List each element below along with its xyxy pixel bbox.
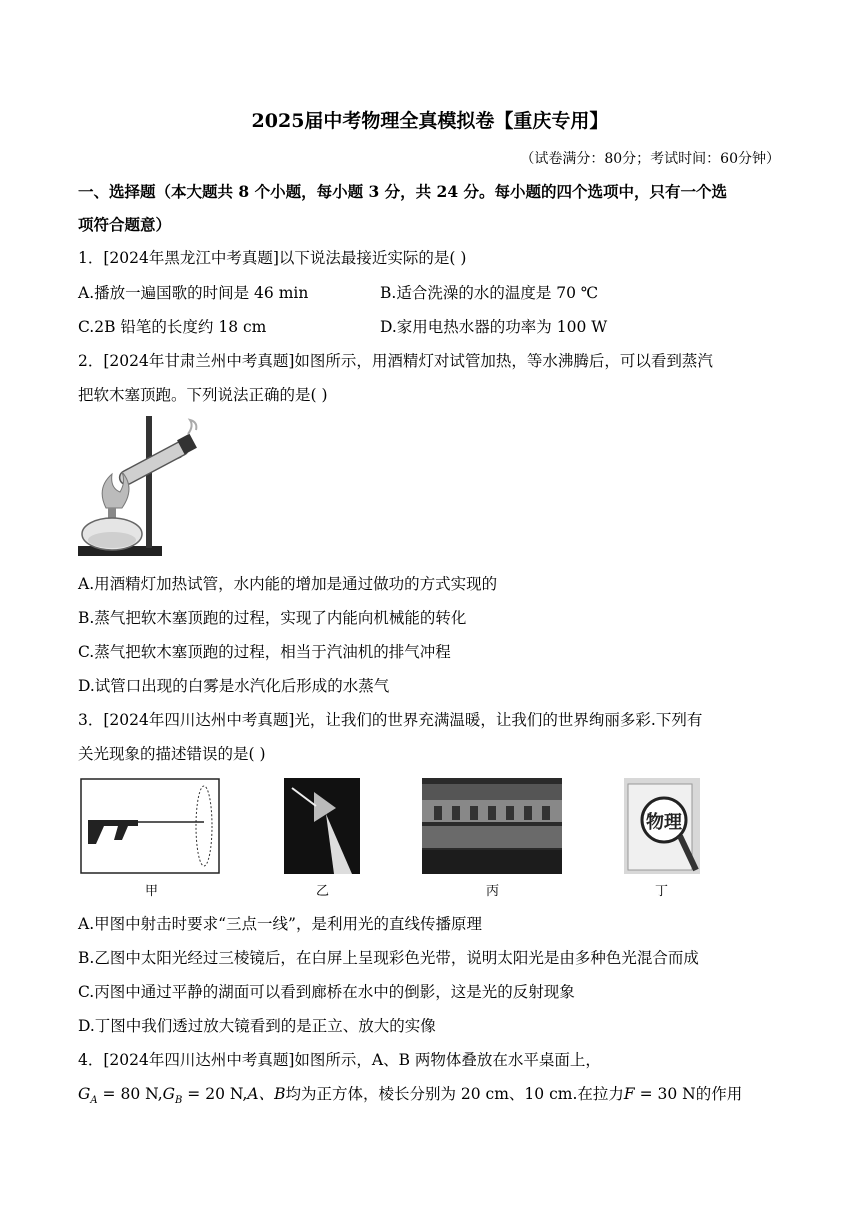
q4-stem-line1: 4．[2024年四川达州中考真题]如图所示，A、B 两物体叠放在水平桌面上， (78, 1051, 601, 1069)
caption-ding: 丁 (655, 884, 669, 899)
q3-option-c: C.丙图中通过平静的湖面可以看到廊桥在水中的倒影，这是光的反射现象 (78, 983, 575, 1001)
q1-option-a: A.播放一遍国歌的时间是 46 min (78, 284, 309, 302)
caption-yi: 乙 (316, 884, 330, 899)
q1-option-b: B.适合洗澡的水的温度是 70 ℃ (380, 284, 599, 302)
magnifier-text: 物理 (646, 812, 682, 833)
q2-stem-line2: 把软木塞顶跑。下列说法正确的是( ) (78, 386, 328, 404)
caption-jia: 甲 (145, 884, 159, 899)
q3-stem-line2: 关光现象的描述错误的是( ) (78, 745, 266, 763)
figure-ding-magnifier (624, 778, 700, 874)
lamp-liquid (88, 532, 136, 548)
q3-option-d: D.丁图中我们透过放大镜看到的是正立、放大的实像 (78, 1017, 436, 1035)
section-heading-line1: 一、选择题（本大题共 8 个小题，每小题 3 分，共 24 分。每小题的四个选项中，只有一个选 (78, 182, 728, 201)
q2-stem-line1: 2．[2024年甘肃兰州中考真题]如图所示，用酒精灯对试管加热，等水沸腾后，可以看到蒸汽 (78, 352, 713, 370)
q3-option-a: A.甲图中射击时要求“三点一线”，是利用光的直线传播原理 (78, 915, 482, 933)
page-title: 2025届中考物理全真模拟卷【重庆专用】 (251, 110, 609, 132)
alcohol-lamp-test-tube-figure (76, 412, 206, 562)
q2-option-a: A.用酒精灯加热试管，水内能的增加是通过做功的方式实现的 (78, 575, 498, 593)
q1-option-c: C.2B 铅笔的长度约 18 cm (78, 318, 267, 336)
exam-info: （试卷满分：80分；考试时间：60分钟） (520, 151, 780, 167)
q3-option-b: B.乙图中太阳光经过三棱镜后，在白屏上呈现彩色光带，说明太阳光是由多种色光混合而成 (78, 949, 699, 967)
flame (102, 472, 129, 508)
q1-stem: 1．[2024年黑龙江中考真题]以下说法最接近实际的是( ) (78, 249, 467, 267)
figure-bing-bridge (422, 778, 562, 874)
figure-jia-rifle (80, 778, 220, 874)
q2-option-d: D.试管口出现的白雾是水汽化后形成的水蒸气 (78, 677, 390, 695)
q3-stem-line1: 3．[2024年四川达州中考真题]光，让我们的世界充满温暖，让我们的世界绚丽多彩.下列有 (78, 711, 703, 729)
caption-bing: 丙 (486, 884, 500, 899)
q2-option-c: C.蒸气把软木塞顶跑的过程，相当于汽油机的排气冲程 (78, 643, 451, 661)
section-heading-line2: 项符合题意） (78, 215, 172, 234)
figure-yi-prism (284, 778, 360, 874)
q2-option-b: B.蒸气把软木塞顶跑的过程，实现了内能向机械能的转化 (78, 609, 467, 627)
test-tube (117, 439, 191, 487)
q4-stem-line2: $G_A = 80$ $N,G_B = 20$ N,A、B均为正方体，棱长分别为 20 cm、10 cm.在拉力F = 30 N的作用 (78, 1085, 743, 1107)
q1-option-d: D.家用电热水器的功率为 100 W (380, 318, 608, 336)
reflection (422, 826, 562, 848)
stand-rod (146, 416, 152, 548)
lamp-wick-holder (108, 508, 116, 518)
steam (188, 420, 196, 434)
